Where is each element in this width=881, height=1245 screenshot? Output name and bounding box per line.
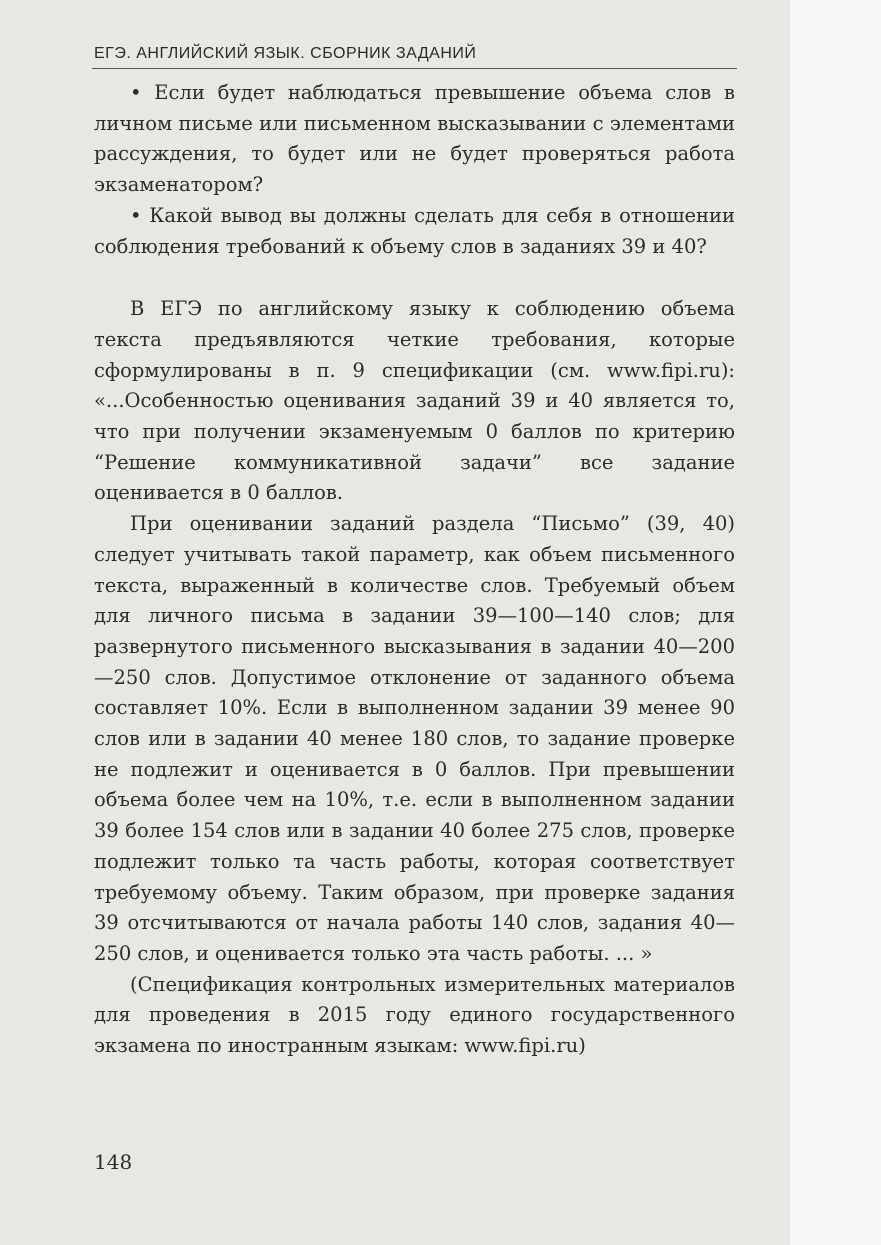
page-number: 148 bbox=[94, 1150, 133, 1174]
bullet-1: • Если будет наблюдаться превышение объема слов в личном письме или письменном высказывании с элементами рассуждения, то будет или не будет проверяться работа экзаменатором? bbox=[94, 81, 735, 197]
paragraph-requirements: В ЕГЭ по английскому языку к соблюдению объема текста предъявляются четкие требования, которые сформулированы в п. 9 спецификации (см. www.fipi.ru): «...Особенностью оценивания заданий 39 и 40 является то, что при получении экзаменуемым 0 баллов по критерию “Решение коммуникативной задачи” все задание оценивается в 0 баллов. bbox=[94, 297, 735, 505]
bullet-2: • Какой вывод вы должны сделать для себя в отношении соблюдения требований к объему слов в заданиях 39 и 40? bbox=[94, 203, 735, 258]
paragraph-writing-assessment: При оценивании заданий раздела “Письмо” (39, 40) следует учитывать такой параметр, как объем письменного текста, выраженный в количестве слов. Требуемый объем для личного письма в задании 39—100—140 слов; для развернутого письменного высказывания в задании 40—200—250 слов. Допустимое отклонение от заданного объема составляет 10%. Если в выполненном задании 39 менее 90 слов или в задании 40 менее 180 слов, то задание проверке не подлежит и оценивается в 0 баллов. При превышении объема более чем на 10%, т.е. если в выполненном задании 39 более 154 слов или в задании 40 более 275 слов, проверке подлежит только та часть работы, которая соответствует требуемому объему. Таким образом, при проверке задания 39 отсчитываются от начала работы 140 слов, задания 40—250 слов, и оценивается только эта часть работы. ... » bbox=[94, 512, 735, 965]
running-header: ЕГЭ. АНГЛИЙСКИЙ ЯЗЫК. СБОРНИК ЗАДАНИЙ bbox=[94, 45, 477, 62]
paragraph-gap bbox=[94, 262, 735, 294]
page-margin bbox=[790, 0, 881, 1245]
header-rule bbox=[92, 68, 737, 69]
body-text bbox=[94, 78, 735, 1062]
paragraph-source-citation: (Спецификация контрольных измерительных материалов для проведения в 2015 году единого государственного экзамена по иностранным языкам: www.fipi.ru) bbox=[94, 972, 735, 1058]
